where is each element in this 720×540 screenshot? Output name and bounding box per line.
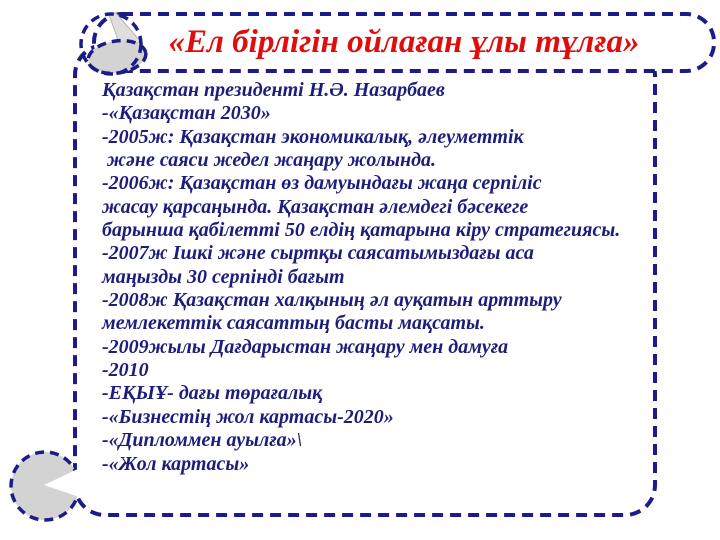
body-line: -2005ж: Қазақстан экономикалық, әлеуметтік — [102, 125, 524, 148]
body-line: -«Қазақстан 2030» — [102, 102, 271, 125]
body-line: -2008ж Қазақстан халқының әл ауқатын арттыру — [102, 289, 562, 312]
body-line: -«Дипломмен ауылға»\ — [102, 429, 303, 452]
slide-title-label: «Ел бірлігін ойлаған ұлы тұлға» — [168, 24, 640, 60]
body-line: мемлекеттік саясаттың басты мақсаты. — [102, 312, 485, 335]
body-line: -ЕҚЫҰ- дағы төрағалық — [102, 382, 323, 405]
body-line: -2010 — [102, 359, 149, 382]
body-line: -«Бизнестің жол картасы-2020» — [102, 405, 394, 428]
body-line: -2009жылы Дағдарыстан жаңару мен дамуға — [102, 335, 509, 358]
slide-body — [102, 79, 658, 476]
body-line: -2007ж Ішкі және сыртқы саясатымыздағы аса — [102, 242, 534, 265]
body-line: -2006ж: Қазақстан өз дамуындағы жаңа серпіліс — [102, 172, 542, 195]
body-line: Қазақстан президенті Н.Ә. Назарбаев — [102, 79, 445, 101]
slide-title — [94, 14, 714, 71]
body-line: барынша қабілетті 50 елдің қатарына кіру стратегиясы. — [102, 219, 621, 242]
body-line: маңызды 30 серпінді бағыт — [102, 265, 345, 288]
body-line: жасау қарсаңында. Қазақстан әлемдегі бәсекеге — [102, 195, 529, 218]
body-line: және саяси жедел жаңару жолында. — [102, 149, 436, 172]
body-line: -«Жол картасы» — [102, 452, 250, 475]
